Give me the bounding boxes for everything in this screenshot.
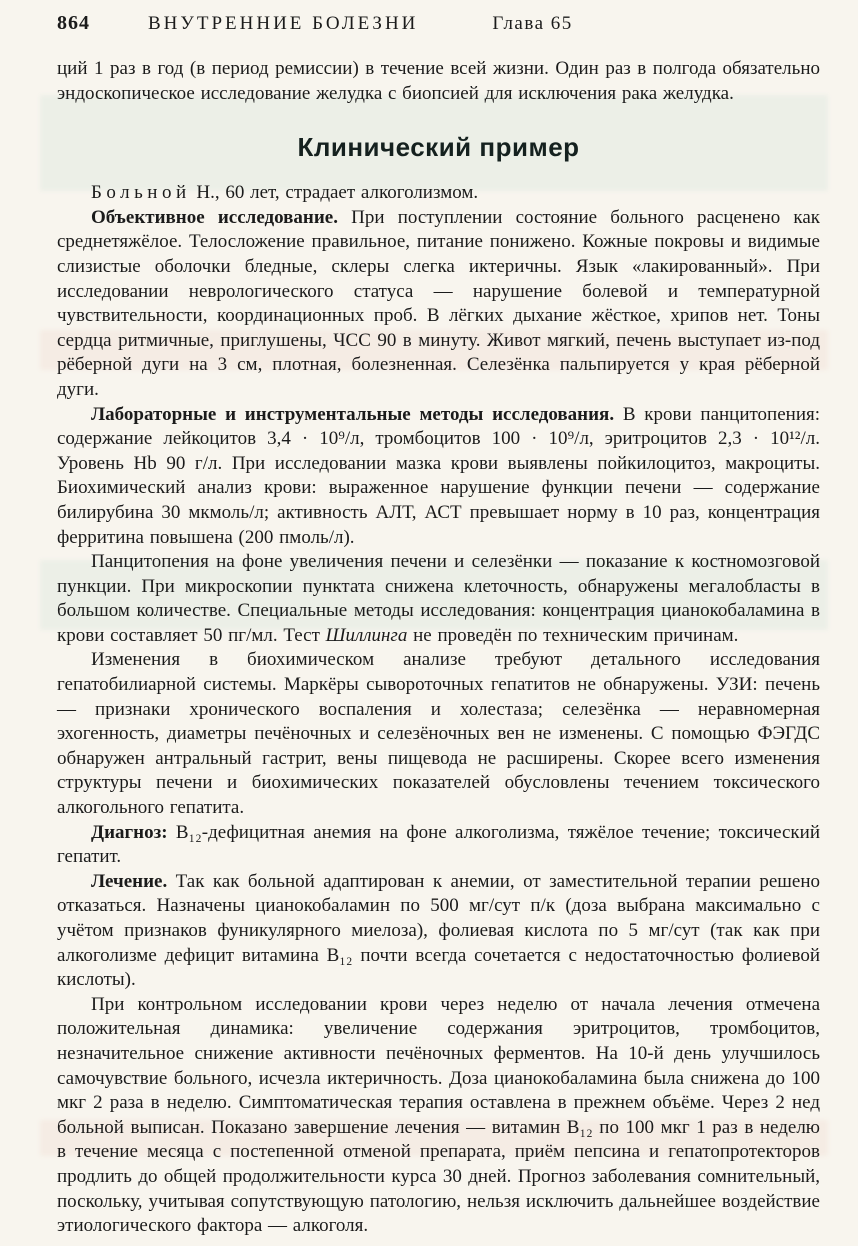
paragraph-lead-treatment: Лечение. (91, 870, 168, 892)
italic-term-schilling: Шиллинга (325, 624, 408, 646)
page-body (57, 57, 820, 1239)
paragraph-lead-objective: Объективное исследование. (91, 206, 338, 228)
paragraph-text-lab: В крови панцитопения: содержание лейкоцитов 3,4 · 10⁹/л, тромбоцитов 100 · 10⁹/л, эритроцитов 2,3 · 10¹²/л. Уровень Hb 90 г/л. При исследовании мазка крови выявлены пойкилоцитоз, макроциты. Биохимический анализ крови: выраженное нарушение функции печени — содержание билирубина 30 мкмоль/л; активность АЛТ, АСТ превышает норму в 10 раз, концентрация ферритина повышена (200 пмоль/л). (57, 403, 821, 548)
paragraph-lead-diagnosis: Диагноз: (91, 821, 168, 843)
chapter-label: Глава 65 (492, 13, 573, 34)
paragraph-text-punction-before: Панцитопения на фоне увеличения печени и селезёнки — показание к костномозговой пункции. При микроскопии пунктата снижена клеточность, обнаружены мегалобласты в большом количестве. Специальные методы исследования: концентрация цианокобаламина в крови составляет 50 пг/мл. Тест (57, 551, 820, 646)
paragraph-continuation: ций 1 раз в год (в период ремиссии) в течение всей жизни. Один раз в полгода обязательно эндоскопическое исследование желудка с биопсией для исключения рака желудка. (57, 58, 820, 104)
paragraph-punction (57, 550, 820, 648)
paragraph-diagnosis (57, 821, 820, 870)
section-title: Клинический пример (297, 132, 580, 163)
running-header (57, 12, 820, 35)
page-number: 864 (57, 12, 90, 34)
paragraph-hepatobiliary: Изменения в биохимическом анализе требуют детального исследования гепатобилиарной системы. Маркёры сывороточных гепатитов не обнаружены. УЗИ: печень — признаки хронического воспаления и холестаза; селезёнка — неравномерная эхогенность, диаметры печёночных и селезёночных вен не изменены. С помощью ФЭГДС обнаружен антральный гастрит, вены пищевода не расширены. Скорее всего изменения структуры печени и биохимических показателей обусловлены течением токсического алкогольного гепатита. (57, 649, 820, 819)
paragraph-text-objective: При поступлении состояние больного расценено как среднетяжёлое. Телосложение правильное, питание понижено. Кожные покровы и видимые слизистые оболочки бледные, склеры слегка иктеричны. Язык «лакированный». При исследовании неврологического статуса — нарушение болевой и температурной чувствительности, координационных проб. В лёгких дыхание жёсткое, хрипов нет. Тоны сердца ритмичные, приглушены, ЧСС 90 в минуту. Живот мягкий, печень выступает из-под рёберной дуги на 3 см, плотная, болезненная. Селезёнка пальпируется у края рёберной дуги. (57, 206, 820, 400)
paragraph-text-diagnosis: В₁₂-дефицитная анемия на фоне алкоголизма, тяжёлое течение; токсический гепатит. (57, 821, 820, 868)
running-title: ВНУТРЕННИЕ БОЛЕЗНИ (148, 13, 419, 34)
paragraph-objective-exam (57, 206, 820, 403)
paragraph-text-treatment: Так как больной адаптирован к анемии, от заместительной терапии решено отказаться. Назначены цианокобаламин по 500 мг/сут п/к (доза выбрана максимально с учётом признаков фуникулярного миелоза), фолиевая кислота по 5 мг/сут (так как при алкоголизме дефицит витамина В₁₂ почти всегда сочетается с недостаточностью фолиевой кислоты). (57, 870, 820, 991)
paragraph-followup: При контрольном исследовании крови через неделю от начала лечения отмечена положительная динамика: увеличение содержания эритроцитов, тромбоцитов, незначительное снижение активности печёночных ферментов. На 10-й день улучшилось самочувствие больного, исчезла иктеричность. Доза цианокобаламина была снижена до 100 мкг 2 раза в неделю. Симптоматическая терапия оставлена в прежнем объёме. Через 2 нед больной выписан. Показано завершение лечения — витамин В₁₂ по 100 мкг 1 раз в неделю в течение месяца с постепенной отменой препарата, приём пепсина и гепатопротекторов продлить до общей продолжительности курса 30 дней. Прогноз заболевания сомнительный, поскольку, учитывая сопутствующую патологию, нельзя исключить дальнейшее воздействие этиологического фактора — алкоголя. (57, 993, 820, 1237)
paragraph-treatment (57, 870, 820, 993)
paragraph-lab-methods (57, 403, 820, 551)
patient-line-text: Н., 60 лет, страдает алкоголизмом. (190, 182, 479, 204)
paragraph-text-punction-after: не проведён по техническим причинам. (407, 624, 739, 646)
paragraph-lead-lab: Лабораторные и инструментальные методы исследования. (91, 403, 615, 425)
patient-line (57, 181, 820, 206)
patient-name-emphasis: Больной (91, 182, 191, 204)
